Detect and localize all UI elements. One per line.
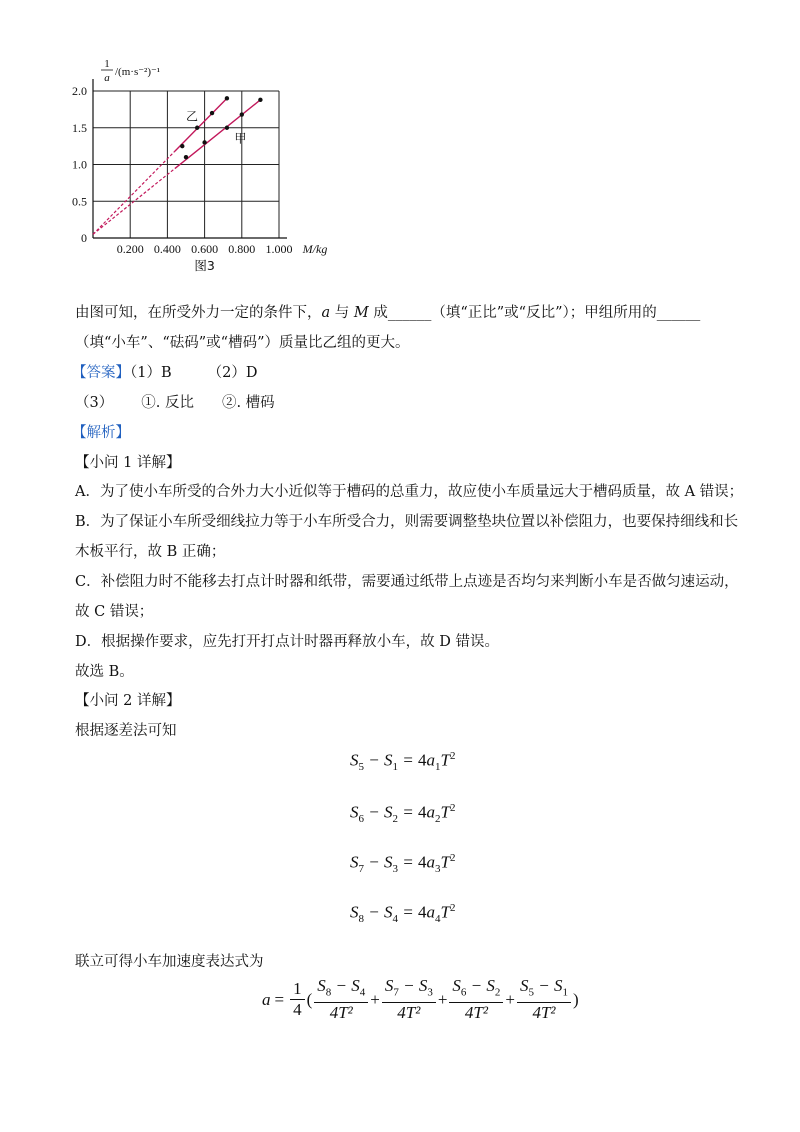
q1-option-c-line-2: 故 C 错误； (75, 604, 154, 620)
t4-den: 4T² (532, 1003, 556, 1023)
x-tick-label: 0.600 (191, 242, 219, 256)
t2-sub-a: 7 (393, 986, 399, 999)
coef-num: 1 (290, 979, 305, 1000)
data-point-series-1 (210, 111, 214, 115)
x-tick-label: 0.400 (153, 242, 181, 256)
t1-den: 4T² (329, 1003, 353, 1023)
analysis-label: 【解析】 (72, 425, 130, 441)
answer-3-part-1: ①. 反比 (141, 395, 194, 411)
answer-line-2 (75, 393, 275, 413)
final-coefficient (290, 979, 305, 1020)
data-point-series-1 (225, 96, 229, 100)
answer-2: （2）D (207, 365, 258, 381)
chart-caption: 图3 (194, 258, 215, 273)
eq1-sub-c: 1 (434, 761, 441, 774)
answer-3-label: （3） (75, 395, 114, 411)
t1-sub-b: 4 (359, 986, 366, 999)
eq4-sub-a: 8 (358, 913, 364, 926)
question-text-a: 由图可知，在所受外力一定的条件下， (75, 305, 322, 321)
series-label-jia: 甲 (234, 131, 247, 146)
data-point-series-2 (225, 126, 229, 130)
question-line-1 (75, 303, 700, 323)
y-label-numerator: 1 (104, 58, 110, 70)
q2-intro: 根据逐差法可知 (75, 723, 177, 739)
data-point-series-2 (202, 140, 206, 144)
final-term-4: $\frac{S_5 - S_1}{\text{4T²}}$ (517, 976, 571, 1023)
q2-heading: 【小问 2 详解】 (75, 693, 181, 709)
t4-sub-a: 5 (528, 986, 534, 999)
eq4-sub-c: 4 (434, 913, 441, 926)
y-tick-label: 1.0 (72, 157, 87, 172)
q1-option-b-line-1: B．为了保证小车所受细线拉力等于小车所受合力，则需要调整垫块位置以补偿阻力，也要保持细线和长 (75, 514, 739, 530)
y-tick-label: 1.5 (72, 120, 87, 135)
data-point-series-1 (195, 126, 199, 130)
t3-den: 4T² (464, 1003, 488, 1023)
t2-den: 4T² (397, 1003, 421, 1023)
data-point-series-1 (180, 144, 184, 148)
fit-line-dashed-1 (93, 151, 175, 234)
x-tick-label: 0.800 (228, 242, 256, 256)
chart-axes (93, 79, 287, 238)
x-axis-label: M/kg (302, 242, 328, 256)
answer-line-1 (72, 363, 258, 383)
q1-heading: 【小问 1 详解】 (75, 455, 181, 471)
equation-1: $S_5 - S_1 = 4a_1T^2$ (350, 750, 456, 774)
t2-sub-b: 3 (427, 986, 433, 999)
t3-sub-a: 6 (460, 986, 467, 999)
coef-den: 4 (293, 1000, 302, 1020)
y-tick-label: 2.0 (72, 84, 87, 98)
question-text-b: 与 (330, 305, 354, 321)
y-label-denominator: a (104, 72, 110, 84)
q1-option-d: D．根据操作要求，应先打开打点计时器再释放小车，故 D 错误。 (75, 634, 499, 650)
final-lhs: a (262, 989, 271, 1009)
question-line-2: （填“小车”、“砝码”或“槽码”）质量比乙组的更大。 (75, 335, 410, 351)
x-tick-label: 0.200 (116, 242, 144, 256)
var-M: M (353, 305, 369, 321)
final-term-3: $\frac{S_6 - S_2}{\text{4T²}}$ (449, 976, 503, 1023)
eq1-sub-a: 5 (358, 761, 364, 774)
answer-3-part-2: ②. 槽码 (221, 395, 275, 411)
eq4-sub-b: 4 (392, 913, 398, 926)
final-term-2: $\frac{S_7 - S_3}{\text{4T²}}$ (382, 976, 436, 1023)
var-a: a (321, 305, 331, 321)
q1-selection: 故选 B。 (75, 664, 134, 680)
fit-lines (93, 98, 260, 234)
data-point-series-2 (184, 155, 188, 159)
y-tick-label: 0.5 (72, 194, 87, 209)
data-point-series-2 (258, 98, 262, 102)
eq3-sub-a: 7 (358, 863, 364, 876)
eq1-sub-b: 1 (392, 761, 398, 774)
answer-1: （1）B (130, 365, 172, 381)
final-term-1: $\frac{S_8 - S_4}{\text{4T²}}$ (314, 976, 368, 1023)
eq3-sub-c: 3 (434, 863, 441, 876)
equation-2: $S_6 - S_2 = 4a_2T^2$ (350, 802, 456, 826)
data-point-series-2 (240, 112, 244, 116)
q1-option-a: A．为了使小车所受的合外力大小近似等于槽码的总重力，故应使小车质量远大于槽码质量，故 A 错误； (75, 484, 744, 500)
y-label-unit: /(m·s⁻²)⁻¹ (115, 66, 161, 78)
t3-sub-b: 2 (494, 986, 501, 999)
t1-sub-a: 8 (325, 986, 332, 999)
q1-option-c-line-1: C．补偿阻力时不能移去打点计时器和纸带，需要通过纸带上点迹是否均匀来判断小车是否做匀速运动， (75, 574, 739, 590)
answer-label: 【答案】 (72, 365, 130, 381)
question-text-c: 成______（填“正比”或“反比”）；甲组所用的______ (368, 305, 701, 321)
eq2-sub-a: 6 (358, 813, 364, 826)
y-tick-label: 0 (81, 231, 87, 245)
eq2-sub-c: 2 (434, 813, 441, 826)
axis-labels (101, 58, 327, 273)
fit-line-solid-1 (175, 98, 227, 151)
t4-sub-b: 1 (562, 986, 568, 999)
joint-intro: 联立可得小车加速度表达式为 (75, 954, 264, 970)
chart (60, 55, 350, 280)
equation-3: $S_7 - S_3 = 4a_3T^2$ (350, 852, 456, 876)
x-tick-label: 1.000 (265, 242, 293, 256)
eq2-sub-b: 2 (392, 813, 398, 826)
final-equation: a = $\frac{1}{4}$ ( $\frac{S_8 - S_4}{\text{4T²}}$ + $\frac{S_7 - S_3}{\text{4T²}}$ + $\frac{S_6 - S_2}{\text{4T²}}$ + $\frac{S_5 - S_1}{\text{4T²}}$ ) (262, 976, 579, 1023)
eq3-sub-b: 3 (392, 863, 398, 876)
series-label-yi: 乙 (186, 109, 199, 124)
equation-4: $S_8 - S_4 = 4a_4T^2$ (350, 902, 456, 926)
q1-option-b-line-2: 木板平行，故 B 正确； (75, 544, 226, 560)
tick-labels (72, 84, 293, 256)
